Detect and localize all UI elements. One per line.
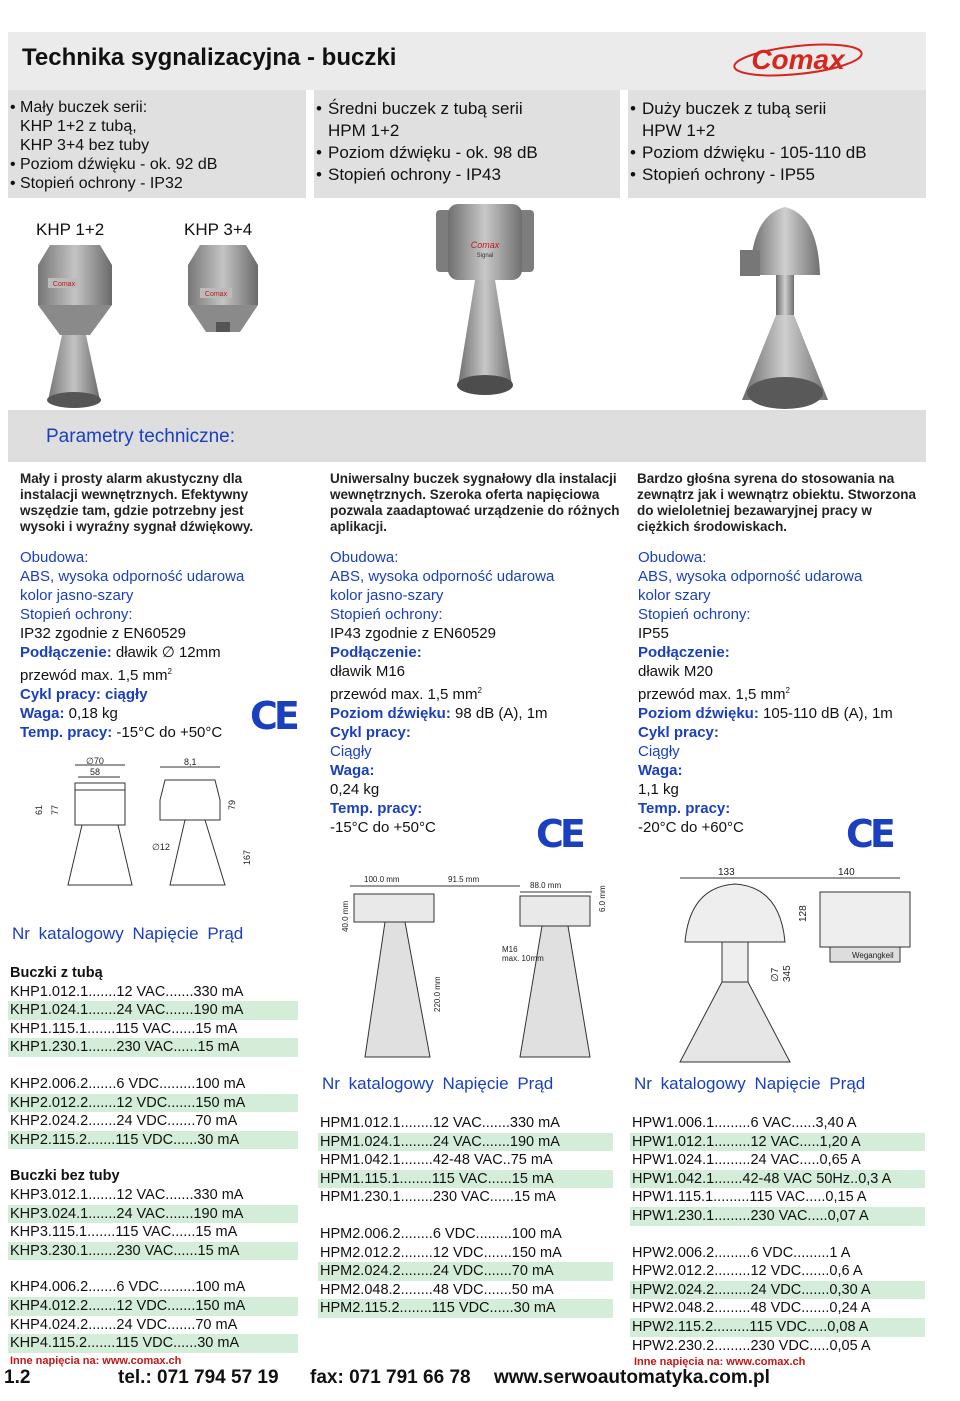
col-header-voltage: Napięcie <box>442 1074 509 1093</box>
model-label-khp12: KHP 1+2 <box>36 220 105 239</box>
col-header-catalog: Nr katalogowy <box>12 924 124 943</box>
caption-line: • Poziom dźwięku - ok. 98 dB <box>314 142 620 164</box>
spec-key: Obudowa: <box>20 549 89 566</box>
hpw-photo <box>730 205 840 410</box>
spec-row <box>20 643 300 662</box>
page-title: Technika sygnalizacyjna - buczki <box>22 44 397 71</box>
table-row: KHP3.230.1.......230 VAC......15 mA <box>8 1242 298 1261</box>
svg-text:8,1: 8,1 <box>184 757 197 767</box>
ce-mark-icon: CE <box>250 694 296 738</box>
spec-value: dławik ∅ 12mm <box>115 644 221 661</box>
svg-text:∅7: ∅7 <box>770 967 781 982</box>
svg-text:max. 10mm: max. 10mm <box>502 954 544 963</box>
ce-mark-icon: CE <box>846 812 892 856</box>
svg-text:58: 58 <box>90 767 101 777</box>
spec-key: Waga: <box>330 762 375 779</box>
superscript: 2 <box>785 686 790 695</box>
table-row: HPM1.012.1........12 VAC.......330 mA <box>320 1115 560 1131</box>
spec-value: ABS, wysoka odporność udarowa <box>638 568 863 585</box>
hpm-table-header <box>322 1074 553 1094</box>
spec-value: -15°C do +50°C <box>116 724 223 741</box>
superscript: 2 <box>477 686 482 695</box>
spec-value: kolor szary <box>638 587 711 604</box>
svg-text:140: 140 <box>838 867 855 878</box>
caption-line: • Poziom dźwięku - ok. 92 dB <box>8 155 306 174</box>
spec-value: IP55 <box>638 625 669 642</box>
table-row: KHP1.012.1.......12 VAC.......330 mA <box>10 983 244 1000</box>
table-row: HPW1.115.1.........115 VAC.....0,15 A <box>632 1189 867 1206</box>
table-group-title: Buczki bez tuby <box>10 1168 120 1185</box>
svg-text:133: 133 <box>718 867 735 878</box>
more-voltages-link[interactable]: Inne napięcia na: www.comax.ch <box>634 1356 806 1368</box>
svg-text:Comax: Comax <box>52 281 76 288</box>
caption-line: HPM 1+2 <box>328 121 400 140</box>
hpw-specs <box>638 548 928 837</box>
table-row: HPW1.024.1.........24 VAC.....0,65 A <box>632 1152 861 1169</box>
hpm-photo <box>430 200 540 400</box>
table-row: HPM2.012.2........12 VDC.......150 mA <box>320 1244 562 1261</box>
caption-line: • Stopień ochrony - IP43 <box>314 164 620 186</box>
svg-text:91.5 mm: 91.5 mm <box>448 875 480 884</box>
spec-value: kolor jasno-szary <box>330 587 444 604</box>
hpm-table <box>318 1114 613 1318</box>
spec-row <box>20 662 300 685</box>
khp-table <box>8 964 298 1353</box>
table-row: KHP2.006.2.......6 VDC.........100 mA <box>10 1075 246 1092</box>
svg-text:128: 128 <box>798 905 809 922</box>
caption-line: KHP 3+4 bez tuby <box>20 137 150 154</box>
footer-website-link[interactable]: www.serwoautomatyka.com.pl <box>494 1367 770 1388</box>
caption-line: KHP 1+2 z tubą, <box>20 118 137 135</box>
footer-fax: fax: 071 791 66 78 <box>310 1367 471 1388</box>
svg-text:Comax: Comax <box>470 240 500 250</box>
svg-text:61: 61 <box>34 804 44 815</box>
hpw-table-header <box>634 1074 865 1094</box>
spec-key: Temp. pracy: <box>638 800 731 817</box>
superscript: 2 <box>167 667 172 676</box>
spec-value: kolor jasno-szary <box>20 587 134 604</box>
khp-intro: Mały i prosty alarm akustyczny dla instalacji wewnętrznych. Efektywny wszędzie tam, gdzie potrzebny jest wysoki i wyraźny sygnał dźwiękowy. <box>20 471 254 534</box>
khp-dimension-drawing <box>20 755 260 890</box>
table-row: KHP4.012.2.......12 VDC.......150 mA <box>8 1297 298 1316</box>
table-row: HPW1.042.1.......42-48 VAC 50Hz..0,3 A <box>630 1170 925 1189</box>
spec-value: Ciągły <box>638 743 680 760</box>
table-row: HPW2.048.2.........48 VDC.......0,24 A <box>632 1300 871 1317</box>
comax-logo <box>728 40 868 80</box>
svg-text:100.0 mm: 100.0 mm <box>364 875 400 884</box>
table-row: HPW2.012.2.........12 VDC.......0,6 A <box>632 1263 863 1280</box>
caption-line: • Średni buczek z tubą serii <box>314 98 620 120</box>
spec-value: 105-110 dB (A), 1m <box>763 705 893 722</box>
col-header-current: Prąd <box>517 1074 554 1093</box>
table-row: HPW1.006.1.........6 VAC......3,40 A <box>632 1115 857 1131</box>
spec-row <box>330 681 620 704</box>
svg-text:77: 77 <box>50 804 60 815</box>
table-row: HPW2.230.2.........230 VDC.....0,05 A <box>632 1337 871 1354</box>
spec-key: Waga: <box>638 762 683 779</box>
table-row: HPW2.024.2.........24 VDC.......0,30 A <box>630 1281 925 1300</box>
spec-key: Podłączenie: <box>20 644 112 661</box>
svg-text:Comax: Comax <box>204 291 228 298</box>
spec-value: 0,24 kg <box>330 781 380 798</box>
spec-key: Cykl pracy: <box>20 686 101 703</box>
params-title: Parametry techniczne: <box>46 426 236 447</box>
spec-key: Temp. pracy: <box>330 800 423 817</box>
spec-key: Podłączenie: <box>330 644 422 661</box>
col-header-current: Prąd <box>207 924 244 943</box>
spec-key: Poziom dźwięku: <box>638 705 759 722</box>
svg-text:88.0 mm: 88.0 mm <box>530 881 562 890</box>
table-row: KHP2.024.2.......24 VDC.......70 mA <box>10 1113 238 1130</box>
caption-line: • Duży buczek z tubą serii <box>628 98 926 120</box>
spec-value: przewód max. 1,5 mm <box>20 667 168 684</box>
table-row: HPW1.230.1.........230 VAC.....0,07 A <box>630 1207 925 1226</box>
spec-row <box>638 681 928 704</box>
spec-value: -15°C do +50°C <box>330 819 436 836</box>
ce-mark-icon: CE <box>536 812 582 856</box>
table-row: KHP4.115.2.......115 VDC......30 mA <box>8 1334 298 1353</box>
spec-row <box>638 704 928 723</box>
spec-value: IP32 zgodnie z EN60529 <box>20 625 186 642</box>
svg-text:167: 167 <box>242 849 252 865</box>
spec-key: Cykl pracy: <box>330 724 411 741</box>
hpw-table <box>630 1114 925 1355</box>
table-row: KHP3.115.1.......115 VAC......15 mA <box>10 1224 238 1241</box>
model-label-khp34: KHP 3+4 <box>184 220 253 239</box>
spec-key: Obudowa: <box>330 549 399 566</box>
table-row: HPM2.024.2........24 VDC.......70 mA <box>318 1262 613 1281</box>
caption-line: • Stopień ochrony - IP32 <box>8 174 306 193</box>
spec-value: IP43 zgodnie z EN60529 <box>330 625 496 642</box>
table-row: KHP2.115.2.......115 VDC......30 mA <box>8 1131 298 1150</box>
spec-value: przewód max. 1,5 mm <box>330 686 478 703</box>
table-row: KHP1.024.1.......24 VAC.......190 mA <box>8 1001 298 1020</box>
caption-hpw <box>628 90 926 198</box>
spec-value: dławik M16 <box>330 663 406 680</box>
more-voltages-link[interactable]: Inne napięcia na: www.comax.ch <box>10 1355 182 1367</box>
spec-value: Ciągły <box>330 743 372 760</box>
table-row: HPW2.006.2.........6 VDC.........1 A <box>632 1244 851 1261</box>
spec-value: dławik M20 <box>638 663 714 680</box>
table-row: KHP2.012.2.......12 VDC.......150 mA <box>8 1094 298 1113</box>
svg-text:M16: M16 <box>502 945 518 954</box>
khp-table-header <box>12 924 243 944</box>
table-row: HPM1.042.1........42-48 VAC..75 mA <box>320 1152 553 1169</box>
svg-text:∅70: ∅70 <box>86 756 104 766</box>
spec-key: Cykl pracy: <box>638 724 719 741</box>
khp34-photo <box>178 240 268 340</box>
table-row: HPW1.012.1.........12 VAC.....1,20 A <box>630 1133 925 1152</box>
table-row: KHP4.024.2.......24 VDC.......70 mA <box>10 1316 238 1333</box>
svg-text:Wegangkeil: Wegangkeil <box>852 951 894 960</box>
hpm-intro: Uniwersalny buczek sygnałowy dla instalacji wewnętrznych. Szeroka oferta napięciowa pozwala zaadaptować urządzenie do różnych aplikacji. <box>330 471 620 534</box>
khp12-photo <box>20 240 130 410</box>
table-row: HPM2.048.2........48 VDC.......50 mA <box>320 1281 554 1298</box>
footer-phone: tel.: 071 794 57 19 <box>118 1367 279 1388</box>
col-header-current: Prąd <box>829 1074 866 1093</box>
hpm-dimension-drawing <box>330 872 620 1062</box>
spec-key: Stopień ochrony: <box>330 606 443 623</box>
page-number: 1.2 <box>4 1367 31 1388</box>
svg-text:79: 79 <box>227 799 237 810</box>
caption-khp <box>8 90 306 198</box>
spec-value: ABS, wysoka odporność udarowa <box>330 568 555 585</box>
svg-text:6.0 mm: 6.0 mm <box>598 885 607 912</box>
caption-hpm <box>314 90 620 198</box>
spec-value: ABS, wysoka odporność udarowa <box>20 568 245 585</box>
spec-key: Obudowa: <box>638 549 707 566</box>
caption-line: • Mały buczek serii: <box>8 98 306 117</box>
caption-line: • Stopień ochrony - IP55 <box>628 164 926 186</box>
hpw-dimension-drawing <box>660 862 930 1067</box>
table-row: HPM1.230.1........230 VAC......15 mA <box>320 1189 556 1206</box>
table-row: KHP1.115.1.......115 VAC......15 mA <box>10 1020 238 1037</box>
table-group-title: Buczki z tubą <box>10 965 103 981</box>
spec-value: 1,1 kg <box>638 781 679 798</box>
svg-text:∅12: ∅12 <box>152 842 170 852</box>
svg-text:220.0 mm: 220.0 mm <box>433 976 442 1012</box>
spec-value: 0,18 kg <box>68 705 118 722</box>
table-row: KHP1.230.1.......230 VAC......15 mA <box>8 1038 298 1057</box>
comax-logo-text: Comax <box>751 44 845 75</box>
col-header-voltage: Napięcie <box>754 1074 821 1093</box>
svg-text:345: 345 <box>782 965 793 982</box>
caption-line: HPW 1+2 <box>642 121 716 140</box>
table-row: HPM1.115.1........115 VAC......15 mA <box>318 1170 613 1189</box>
table-row: HPM1.024.1........24 VAC.......190 mA <box>318 1133 613 1152</box>
table-row: KHP3.024.1.......24 VAC.......190 mA <box>8 1205 298 1224</box>
spec-key: Stopień ochrony: <box>638 606 751 623</box>
table-row: KHP4.006.2.......6 VDC.........100 mA <box>10 1279 246 1296</box>
spec-value: -20°C do +60°C <box>638 819 744 836</box>
svg-text:Signal: Signal <box>476 253 494 259</box>
col-header-catalog: Nr katalogowy <box>634 1074 746 1093</box>
spec-key: Waga: <box>20 705 65 722</box>
spec-key: Temp. pracy: <box>20 724 113 741</box>
table-row: KHP3.012.1.......12 VAC.......330 mA <box>10 1186 244 1203</box>
svg-text:40.0 mm: 40.0 mm <box>341 900 350 932</box>
col-header-catalog: Nr katalogowy <box>322 1074 434 1093</box>
spec-key: Stopień ochrony: <box>20 606 133 623</box>
spec-key: Podłączenie: <box>638 644 730 661</box>
table-row: HPM2.115.2........115 VDC......30 mA <box>318 1299 613 1318</box>
col-header-voltage: Napięcie <box>132 924 199 943</box>
hpw-intro: Bardzo głośna syrena do stosowania na zewnątrz jak i wewnątrz obiektu. Stworzona do wieloletniej bezawaryjnej pracy w ciężkich środowiskach. <box>637 471 917 534</box>
spec-value: 98 dB (A), 1m <box>455 705 548 722</box>
spec-value: ciągły <box>105 686 148 703</box>
spec-key: Poziom dźwięku: <box>330 705 451 722</box>
table-row: HPW2.115.2.........115 VDC.....0,08 A <box>630 1318 925 1337</box>
table-row: HPM2.006.2........6 VDC.........100 mA <box>320 1225 562 1242</box>
spec-value: przewód max. 1,5 mm <box>638 686 786 703</box>
caption-line: • Poziom dźwięku - 105-110 dB <box>628 142 926 164</box>
params-banner <box>8 410 926 462</box>
hpm-specs <box>330 548 620 837</box>
spec-row <box>330 704 620 723</box>
